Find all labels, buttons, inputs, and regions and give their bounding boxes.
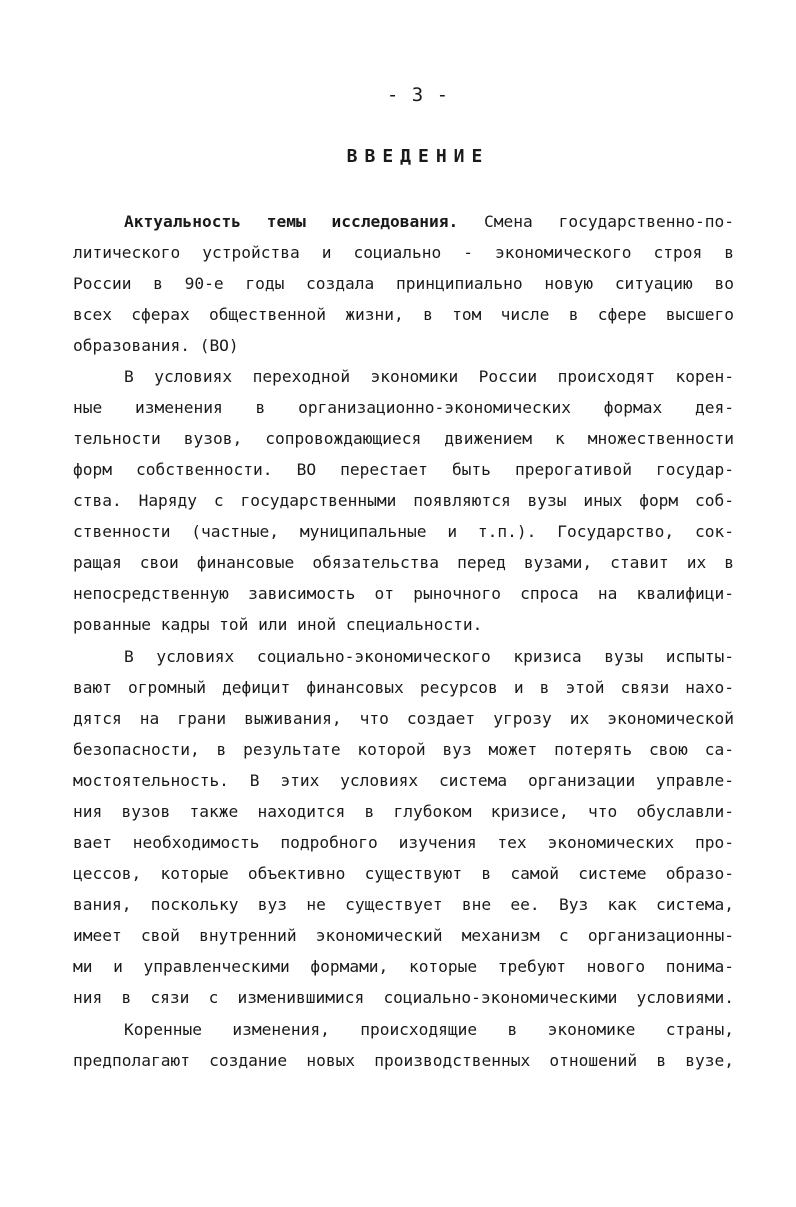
paragraph-3-line-9: вания, поскольку вуз не существует вне ее. Вуз как система, xyxy=(73,895,734,914)
paragraph-2-line-3: тельности вузов, сопровождающиеся движением к множественности xyxy=(73,429,734,448)
paragraph-3-line-4: безопасности, в результате которой вуз может потерять свою са- xyxy=(73,740,734,759)
paragraph-1-line-1 xyxy=(124,211,734,233)
paragraph-4-line-2: предполагают создание новых производственных отношений в вузе, xyxy=(73,1051,734,1070)
paragraph-3-line-1: В условиях социально-экономического кризиса вузы испыты- xyxy=(124,647,734,666)
section-heading: ВВЕДЕНИЕ xyxy=(346,146,490,167)
paragraph-1-line-3: России в 90-е годы создала принципиально новую ситуацию во xyxy=(73,274,734,293)
paragraph-2-line-5: ства. Наряду с государственными появляются вузы иных форм соб- xyxy=(73,491,734,510)
paragraph-2-line-7: ращая свои финансовые обязательства перед вузами, ставит их в xyxy=(73,553,734,572)
paragraph-3-line-5: мостоятельность. В этих условиях система организации управле- xyxy=(73,771,734,790)
paragraph-3-line-12: ния в сязи с изменившимися социально-экономическими условиями. xyxy=(73,988,734,1007)
paragraph-2-line-8: непосредственную зависимость от рыночного спроса на квалифици- xyxy=(73,584,734,603)
topic-relevance-lead: Актуальность темы исследования. xyxy=(124,212,459,231)
paragraph-2-line-1: В условиях переходной экономики России происходят корен- xyxy=(124,367,734,386)
paragraph-1-line-1-text: Смена государственно-по- xyxy=(484,212,734,231)
paragraph-3-line-3: дятся на грани выживания, что создает угрозу их экономической xyxy=(73,709,734,728)
paragraph-3-line-2: вают огромный дефицит финансовых ресурсов и в этой связи нахо- xyxy=(73,678,734,697)
paragraph-1-line-5: образования. (ВО) xyxy=(73,336,239,355)
paragraph-3-line-7: вает необходимость подробного изучения тех экономических про- xyxy=(73,833,734,852)
paragraph-2-line-4: форм собственности. ВО перестает быть прерогативой государ- xyxy=(73,460,734,479)
page-number: - 3 - xyxy=(386,84,450,106)
paragraph-2-line-6: ственности (частные, муниципальные и т.п.). Государство, сок- xyxy=(73,522,734,541)
paragraph-2-line-9: рованные кадры той или иной специальности. xyxy=(73,615,483,634)
paragraph-4-line-1: Коренные изменения, происходящие в экономике страны, xyxy=(124,1020,734,1039)
paragraph-1-line-2: литического устройства и социально - экономического строя в xyxy=(73,243,734,262)
paragraph-3-line-11: ми и управленческими формами, которые требуют нового понима- xyxy=(73,957,734,976)
paragraph-1-line-4: всех сферах общественной жизни, в том числе в сфере высшего xyxy=(73,305,734,324)
paragraph-3-line-6: ния вузов также находится в глубоком кризисе, что обуславли- xyxy=(73,802,734,821)
paragraph-3-line-8: цессов, которые объективно существуют в самой системе образо- xyxy=(73,864,734,883)
paragraph-2-line-2: ные изменения в организационно-экономических формах дея- xyxy=(73,398,734,417)
paragraph-3-line-10: имеет свой внутренний экономический механизм с организационны- xyxy=(73,926,734,945)
